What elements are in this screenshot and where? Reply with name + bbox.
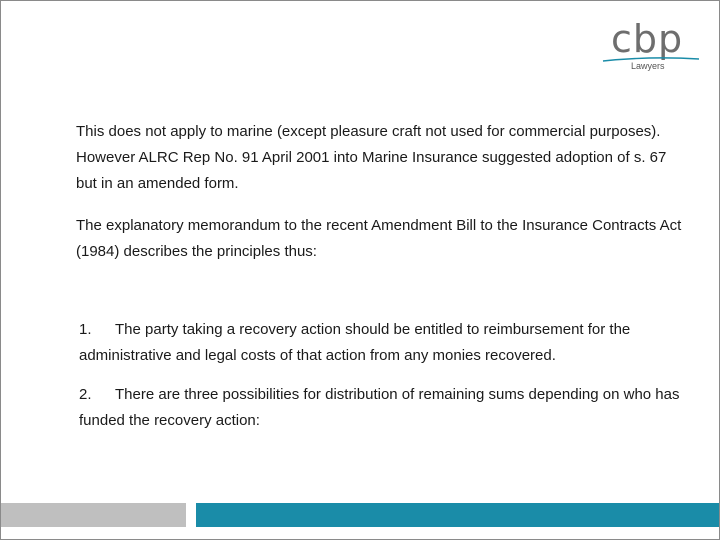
list-item-number: 2. (79, 386, 92, 403)
footer-grey-bar (1, 503, 186, 527)
footer-teal-bar (196, 503, 720, 527)
principles-list (79, 317, 689, 434)
paragraph-memorandum: The explanatory memorandum to the recent Amendment Bill to the Insurance Contracts Act (1984) describes the principles thus: (76, 217, 682, 260)
logo-subtitle: Lawyers (631, 61, 665, 71)
list-item (79, 382, 689, 434)
list-item-number: 1. (79, 321, 92, 338)
list-item (79, 317, 689, 369)
paragraph-marine: This does not apply to marine (except pleasure craft not used for commercial purposes). However ALRC Rep No. 91 April 2001 into Marine Insurance suggested adoption of s. 67 but in an amended form. (76, 123, 667, 192)
cbp-logo (601, 19, 711, 75)
list-item-text: The party taking a recovery action should be entitled to reimbursement for the administrative and legal costs of that action from any monies recovered. (79, 321, 631, 364)
list-item-text: There are three possibilities for distribution of remaining sums depending on who has funded the recovery action: (79, 386, 680, 429)
logo-mark: cbp (611, 17, 684, 61)
body-text (76, 119, 686, 265)
